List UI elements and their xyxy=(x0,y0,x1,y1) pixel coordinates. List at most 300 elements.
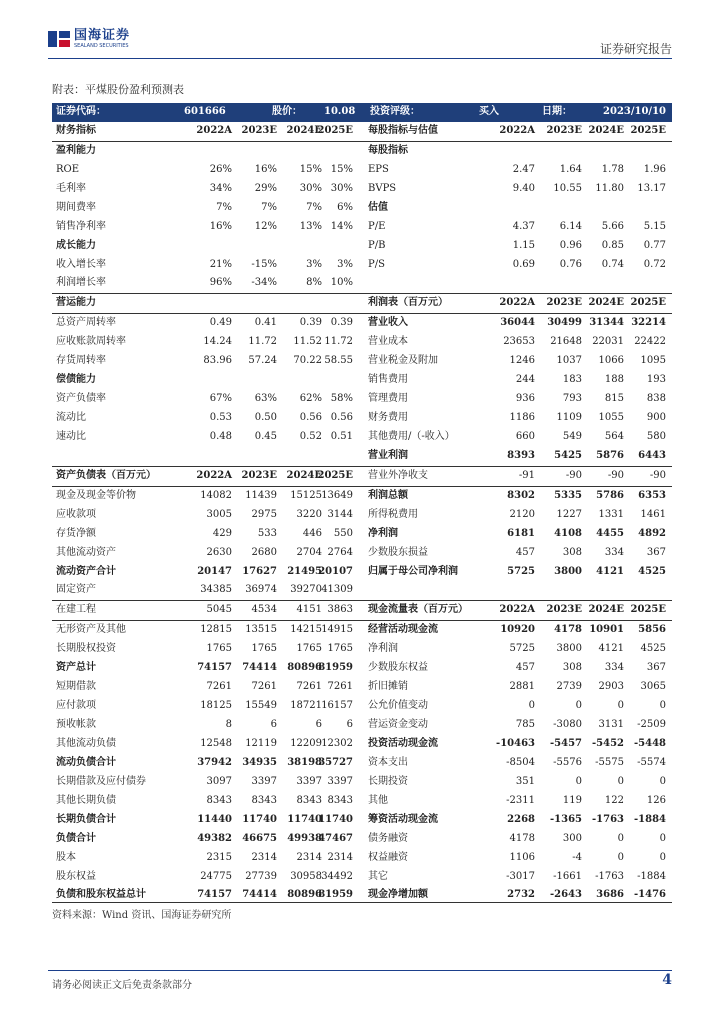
right-row-value: 0.76 xyxy=(559,258,582,270)
left-row-value: 62% xyxy=(299,393,322,405)
left-row-value: 20107 xyxy=(318,565,353,577)
left-row-label: 股本 xyxy=(56,851,76,863)
left-row-value: 14082 xyxy=(200,489,232,501)
table-caption: 附表：平煤股份盈利预测表 xyxy=(52,83,184,96)
left-row-label: 盈利能力 xyxy=(56,144,96,156)
right-row-value: 1095 xyxy=(640,355,666,367)
right-row-value: -1763 xyxy=(592,813,624,825)
table-row xyxy=(52,293,672,314)
right-row-value: 2024E xyxy=(588,124,624,136)
left-row-label: 存货周转率 xyxy=(56,355,106,367)
left-row-value: 11.72 xyxy=(248,336,277,348)
stock-code: 601666 xyxy=(184,106,226,117)
left-row-value: 15% xyxy=(299,163,322,175)
left-row-value: 58% xyxy=(330,393,353,405)
left-row-label: 速动比 xyxy=(56,430,86,442)
left-row-value: 74414 xyxy=(242,889,277,901)
left-row-value: 27739 xyxy=(245,870,277,882)
table-row xyxy=(52,352,672,371)
right-row-value: 122 xyxy=(604,794,624,806)
right-row-value: -2643 xyxy=(550,889,582,901)
left-row-value: 0.48 xyxy=(209,430,232,442)
right-row-value: 580 xyxy=(646,430,666,442)
right-row-value: 0.74 xyxy=(601,258,624,270)
left-row-value: 4151 xyxy=(296,604,322,616)
rating-value: 买入 xyxy=(479,106,499,117)
left-row-value: 6% xyxy=(337,201,353,213)
right-row-value: 0.96 xyxy=(559,239,582,251)
left-row-value: 34385 xyxy=(200,584,232,596)
data-source: 资料来源：Wind 资讯、国海证券研究所 xyxy=(52,910,232,921)
right-row-value: 4.37 xyxy=(512,220,535,232)
left-row-value: 2025E xyxy=(317,124,353,136)
left-row-label: 利润增长率 xyxy=(56,277,106,289)
left-row-value: 47467 xyxy=(318,832,353,844)
right-row-label: 归属于母公司净利润 xyxy=(368,565,458,577)
right-row-label: 每股指标与估值 xyxy=(368,124,438,136)
left-row-value: 0.50 xyxy=(254,412,277,423)
left-row-value: 34935 xyxy=(242,756,277,768)
right-row-value: 351 xyxy=(515,775,535,787)
left-row-value: 2314 xyxy=(251,851,277,863)
right-row-value: 3800 xyxy=(556,643,582,655)
right-row-value: -10463 xyxy=(496,737,535,749)
left-row-value: 81959 xyxy=(318,889,353,901)
right-row-label: 现金流量表（百万元） xyxy=(368,604,468,616)
right-row-value: 36044 xyxy=(500,317,535,329)
left-row-value: 30% xyxy=(299,182,322,194)
right-row-value: 2903 xyxy=(598,681,624,693)
left-row-value: 0.52 xyxy=(299,430,322,442)
right-row-value: 4455 xyxy=(596,527,624,539)
left-row-value: 7261 xyxy=(206,681,232,693)
right-row-label: P/S xyxy=(368,258,385,270)
table-row xyxy=(52,600,672,621)
left-row-value: 0.56 xyxy=(330,412,353,423)
left-row-label: 流动资产合计 xyxy=(56,565,116,577)
left-row-value: 7261 xyxy=(251,681,277,693)
left-row-label: 应付款项 xyxy=(56,700,96,712)
right-row-label: 营业收入 xyxy=(368,317,408,329)
right-row-label: 估值 xyxy=(368,201,388,213)
right-row-value: 4525 xyxy=(640,643,666,655)
left-row-value: 80896 xyxy=(287,889,322,901)
right-row-value: 793 xyxy=(562,393,582,405)
left-row-value: -34% xyxy=(251,277,277,289)
right-row-value: -1763 xyxy=(595,870,624,882)
right-row-value: 5.15 xyxy=(643,220,666,232)
left-row-value: 21495 xyxy=(287,565,322,577)
left-row-label: 负债合计 xyxy=(56,832,96,844)
left-row-value: 14% xyxy=(330,220,353,232)
table-row xyxy=(52,659,672,678)
left-row-value: 6 xyxy=(315,719,322,730)
right-row-value: 5876 xyxy=(596,449,624,461)
right-row-value: 0 xyxy=(617,700,624,712)
right-row-label: 营运资金变动 xyxy=(368,719,428,730)
disclaimer-note: 请务必阅读正文后免责条款部分 xyxy=(52,980,192,991)
right-row-value: 4178 xyxy=(509,832,535,844)
left-row-label: 长期股权投资 xyxy=(56,643,116,655)
left-row-value: 34% xyxy=(209,182,232,194)
left-row-value: 3% xyxy=(306,258,322,270)
right-row-value: 2023E xyxy=(546,604,582,616)
right-row-value: 564 xyxy=(604,430,624,442)
left-row-label: 期间费率 xyxy=(56,201,96,213)
right-row-value: 1246 xyxy=(509,355,535,367)
right-row-value: 367 xyxy=(646,546,666,558)
table-row xyxy=(52,237,672,256)
right-row-value: 0.72 xyxy=(643,258,666,270)
table-row xyxy=(52,544,672,563)
left-row-value: 63% xyxy=(254,393,277,405)
brand-logo xyxy=(48,29,130,49)
table-row xyxy=(52,142,672,161)
right-row-value: 32214 xyxy=(631,317,666,329)
left-row-value: 38198 xyxy=(287,756,322,768)
right-row-value: 1066 xyxy=(598,355,624,367)
right-row-label: 现金净增加额 xyxy=(368,889,428,901)
left-row-value: 8343 xyxy=(251,794,277,806)
right-row-value: 0.77 xyxy=(643,239,666,251)
left-row-value: 11440 xyxy=(197,813,232,825)
left-row-value: 12548 xyxy=(200,737,232,749)
right-row-value: 660 xyxy=(515,430,535,442)
right-row-value: 457 xyxy=(515,546,535,558)
right-row-value: 5786 xyxy=(596,489,624,501)
table-row xyxy=(52,314,672,333)
left-row-label: 收入增长率 xyxy=(56,258,106,270)
right-row-label: EPS xyxy=(368,163,389,175)
left-row-label: 其他流动资产 xyxy=(56,546,116,558)
left-row-value: 2025E xyxy=(317,469,353,481)
right-row-value: 6.14 xyxy=(559,220,582,232)
left-row-label: 长期借款及应付债券 xyxy=(56,775,146,787)
left-row-label: 毛利率 xyxy=(56,182,86,194)
table-row xyxy=(52,274,672,293)
right-row-value: 183 xyxy=(562,374,582,386)
left-row-value: 3005 xyxy=(206,508,232,520)
left-row-label: 流动负债合计 xyxy=(56,756,116,768)
left-row-label: 应收款项 xyxy=(56,508,96,520)
left-row-label: 其他长期负债 xyxy=(56,794,116,806)
right-row-value: 5.66 xyxy=(601,220,624,232)
table-row xyxy=(52,333,672,352)
logo-english: SEALAND SECURITIES xyxy=(74,43,129,49)
left-row-label: 现金及现金等价物 xyxy=(56,489,136,501)
left-row-value: 8 xyxy=(225,719,232,730)
table-row xyxy=(52,697,672,716)
right-row-value: 5335 xyxy=(554,489,582,501)
left-row-value: 34492 xyxy=(321,870,353,882)
right-row-value: 22422 xyxy=(634,336,666,348)
right-row-value: 0 xyxy=(575,700,582,712)
right-row-value: 2739 xyxy=(556,681,582,693)
table-row xyxy=(52,868,672,887)
right-row-value: 838 xyxy=(646,393,666,405)
left-row-value: 16157 xyxy=(321,700,353,712)
right-row-value: -5448 xyxy=(634,737,666,749)
right-row-label: 营业利润 xyxy=(368,449,408,461)
right-row-value: 3131 xyxy=(598,719,624,730)
left-row-value: 96% xyxy=(209,277,232,289)
left-row-value: 12302 xyxy=(321,737,353,749)
left-row-value: 13515 xyxy=(245,624,277,636)
left-row-value: 49938 xyxy=(287,832,322,844)
left-row-label: 其他流动负债 xyxy=(56,737,116,749)
table-row xyxy=(52,122,672,142)
left-row-value: 13% xyxy=(299,220,322,232)
right-row-value: -90 xyxy=(649,469,666,481)
right-row-value: 0 xyxy=(617,851,624,863)
left-row-value: 550 xyxy=(333,527,353,539)
left-row-label: 资产负债表（百万元） xyxy=(56,469,156,481)
left-row-label: 股东权益 xyxy=(56,870,96,882)
right-row-value: 10901 xyxy=(589,624,624,636)
left-row-value: 8% xyxy=(306,277,322,289)
left-row-value: 11740 xyxy=(242,813,277,825)
right-row-label: P/B xyxy=(368,239,386,251)
left-row-value: 7% xyxy=(306,201,322,213)
left-row-value: 2314 xyxy=(296,851,322,863)
table-row xyxy=(52,180,672,199)
left-row-value: 16% xyxy=(254,163,277,175)
right-row-value: 4121 xyxy=(598,643,624,655)
left-row-value: 29% xyxy=(254,182,277,194)
left-row-value: 8343 xyxy=(296,794,322,806)
left-row-label: 预收帐款 xyxy=(56,719,96,730)
left-row-value: 3397 xyxy=(251,775,277,787)
right-row-value: 2025E xyxy=(630,297,666,309)
right-row-value: 0 xyxy=(617,832,624,844)
left-row-value: 74414 xyxy=(242,662,277,674)
right-row-label: 所得税费用 xyxy=(368,508,418,520)
right-row-value: -91 xyxy=(518,469,535,481)
table-row xyxy=(52,678,672,697)
left-row-value: 2023E xyxy=(241,124,277,136)
right-row-value: 936 xyxy=(515,393,535,405)
table-row xyxy=(52,409,672,428)
right-row-value: 31344 xyxy=(589,317,624,329)
left-row-value: 429 xyxy=(212,527,232,539)
right-row-value: 1227 xyxy=(556,508,582,520)
table-row xyxy=(52,447,672,467)
right-row-value: 8302 xyxy=(507,489,535,501)
table-row xyxy=(52,640,672,659)
left-row-value: 70.22 xyxy=(293,355,322,367)
right-row-label: 资本支出 xyxy=(368,756,408,768)
forecast-table xyxy=(52,103,672,905)
left-row-value: 13649 xyxy=(321,489,353,501)
left-row-value: 0.45 xyxy=(254,430,277,442)
table-row xyxy=(52,467,672,487)
left-row-value: 11740 xyxy=(318,813,353,825)
right-row-label: P/E xyxy=(368,220,386,232)
right-row-value: 0 xyxy=(659,832,666,844)
left-row-value: 3397 xyxy=(296,775,322,787)
right-row-value: 2.47 xyxy=(512,163,535,175)
right-row-label: 投资活动现金流 xyxy=(368,737,438,749)
left-row-value: 4534 xyxy=(251,604,277,616)
left-row-value: 21% xyxy=(209,258,232,270)
right-row-value: 9.40 xyxy=(512,182,535,194)
left-row-value: 2023E xyxy=(241,469,277,481)
table-topbar xyxy=(52,103,672,122)
right-row-value: -1661 xyxy=(553,870,582,882)
left-row-value: 80896 xyxy=(287,662,322,674)
right-row-value: 4108 xyxy=(554,527,582,539)
right-row-value: 2732 xyxy=(507,889,535,901)
right-row-value: 2023E xyxy=(546,297,582,309)
left-row-value: 11439 xyxy=(245,489,277,501)
left-row-value: 1765 xyxy=(206,643,232,655)
left-row-value: 11.72 xyxy=(324,336,353,348)
right-row-label: BVPS xyxy=(368,182,397,194)
left-row-value: 2022A xyxy=(196,124,232,136)
left-row-value: 15% xyxy=(330,163,353,175)
left-row-value: 3% xyxy=(337,258,353,270)
table-row xyxy=(52,563,672,582)
left-row-label: 销售净利率 xyxy=(56,220,106,232)
left-row-value: 2630 xyxy=(206,546,232,558)
left-row-value: 1765 xyxy=(251,643,277,655)
left-row-label: 在建工程 xyxy=(56,604,96,616)
rating-label: 投资评级： xyxy=(370,106,420,117)
left-row-value: 7261 xyxy=(327,681,353,693)
left-row-value: 39270 xyxy=(290,584,322,596)
right-row-value: 367 xyxy=(646,662,666,674)
right-row-label: 净利润 xyxy=(368,643,398,655)
right-row-label: 利润总额 xyxy=(368,489,408,501)
right-row-label: 筹资活动现金流 xyxy=(368,813,438,825)
right-row-value: 5725 xyxy=(509,643,535,655)
right-row-value: 188 xyxy=(604,374,624,386)
right-row-value: 1109 xyxy=(556,412,582,423)
left-row-label: 负债和股东权益总计 xyxy=(56,889,146,901)
right-row-value: 2025E xyxy=(630,124,666,136)
right-row-value: 10920 xyxy=(500,624,535,636)
right-row-value: -90 xyxy=(607,469,624,481)
logo-name: 国海证券 xyxy=(74,28,131,43)
right-row-label: 净利润 xyxy=(368,527,398,539)
left-row-value: 10% xyxy=(330,277,353,289)
right-row-value: 0 xyxy=(617,775,624,787)
right-row-value: 0 xyxy=(528,700,535,712)
left-row-value: -15% xyxy=(251,258,277,270)
table-row xyxy=(52,256,672,275)
right-row-value: 13.17 xyxy=(637,182,666,194)
left-row-value: 58.55 xyxy=(324,355,353,367)
right-row-value: 10.55 xyxy=(553,182,582,194)
left-row-value: 83.96 xyxy=(203,355,232,367)
left-row-value: 0.53 xyxy=(209,412,232,423)
right-row-label: 财务费用 xyxy=(368,412,408,423)
left-row-value: 533 xyxy=(257,527,277,539)
table-row xyxy=(52,161,672,180)
right-row-value: 0.69 xyxy=(512,258,535,270)
right-row-label: 少数股东损益 xyxy=(368,546,428,558)
right-row-value: 30499 xyxy=(547,317,582,329)
table-row xyxy=(52,735,672,754)
left-row-value: 20147 xyxy=(197,565,232,577)
left-row-label: 资产负债率 xyxy=(56,393,106,405)
left-row-value: 2680 xyxy=(251,546,277,558)
left-row-value: 12% xyxy=(254,220,277,232)
report-date: 2023/10/10 xyxy=(603,106,666,117)
left-row-label: 流动比 xyxy=(56,412,86,423)
right-row-value: 11.80 xyxy=(595,182,624,194)
right-row-value: 1186 xyxy=(509,412,535,423)
left-row-value: 57.24 xyxy=(248,355,277,367)
right-row-value: 119 xyxy=(562,794,582,806)
left-row-value: 37942 xyxy=(197,756,232,768)
left-row-value: 18125 xyxy=(200,700,232,712)
left-row-value: 14.24 xyxy=(203,336,232,348)
left-row-value: 3397 xyxy=(327,775,353,787)
right-row-value: 308 xyxy=(562,662,582,674)
right-row-value: 1.15 xyxy=(512,239,535,251)
left-row-value: 0.39 xyxy=(299,317,322,329)
right-row-label: 每股指标 xyxy=(368,144,408,156)
right-row-value: 6181 xyxy=(507,527,535,539)
table-row xyxy=(52,754,672,773)
table-row xyxy=(52,792,672,811)
right-row-value: -5574 xyxy=(637,756,666,768)
left-row-value: 26% xyxy=(209,163,232,175)
left-row-value: 7% xyxy=(261,201,277,213)
left-row-value: 2024E xyxy=(286,124,322,136)
left-row-value: 18721 xyxy=(290,700,322,712)
left-row-value: 2315 xyxy=(206,851,232,863)
left-row-value: 30% xyxy=(330,182,353,194)
left-row-label: 营运能力 xyxy=(56,297,96,309)
left-row-value: 14915 xyxy=(321,624,353,636)
right-row-value: 1461 xyxy=(640,508,666,520)
left-row-value: 3863 xyxy=(327,604,353,616)
left-row-value: 12815 xyxy=(200,624,232,636)
right-row-value: 193 xyxy=(646,374,666,386)
table-row xyxy=(52,716,672,735)
right-row-value: -2509 xyxy=(637,719,666,730)
right-row-value: -5452 xyxy=(592,737,624,749)
right-row-value: 308 xyxy=(562,546,582,558)
right-row-value: 126 xyxy=(646,794,666,806)
table-row xyxy=(52,621,672,640)
left-row-value: 2024E xyxy=(286,469,322,481)
right-row-value: 2268 xyxy=(507,813,535,825)
right-row-value: 2881 xyxy=(509,681,535,693)
right-row-value: 2022A xyxy=(499,604,535,616)
right-row-value: 1331 xyxy=(598,508,624,520)
table-row xyxy=(52,506,672,525)
header-divider xyxy=(48,58,672,59)
right-row-value: 300 xyxy=(562,832,582,844)
left-row-label: 总资产周转率 xyxy=(56,317,116,329)
left-row-label: ROE xyxy=(56,163,80,175)
table-bottom-rule xyxy=(52,902,672,903)
right-row-value: 3686 xyxy=(596,889,624,901)
right-row-label: 营业成本 xyxy=(368,336,408,348)
left-row-value: 8343 xyxy=(327,794,353,806)
left-row-value: 36974 xyxy=(245,584,277,596)
right-row-value: 1106 xyxy=(509,851,535,863)
right-row-value: 2025E xyxy=(630,604,666,616)
left-row-value: 41309 xyxy=(321,584,353,596)
code-label: 证券代码： xyxy=(56,106,106,117)
right-row-label: 其他费用/（-收入） xyxy=(368,430,455,442)
stock-price: 10.08 xyxy=(324,106,356,117)
page-number: 4 xyxy=(662,972,672,988)
